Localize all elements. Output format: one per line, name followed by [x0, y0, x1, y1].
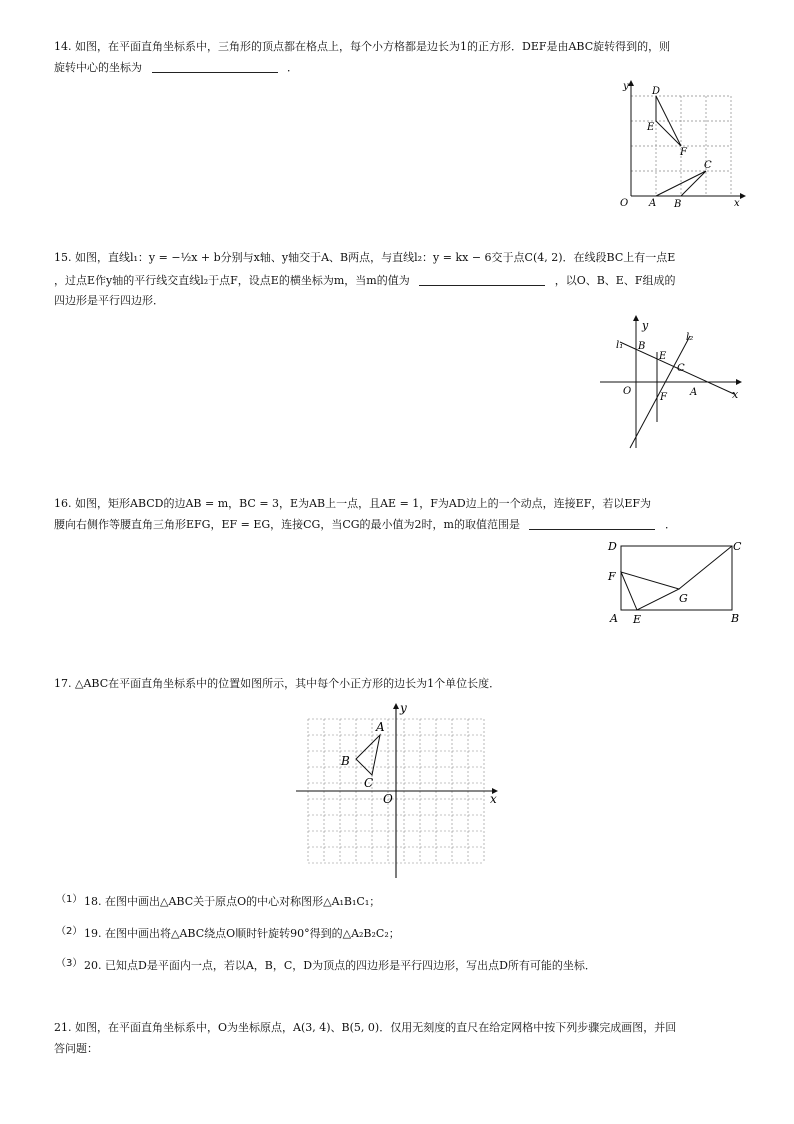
q14-prompt: 旋转中心的坐标为 [54, 61, 142, 74]
q14-number: 14. [54, 40, 72, 53]
q17-sub3 [84, 958, 596, 974]
q17-label-b: B [341, 754, 350, 768]
q16-answer-blank[interactable] [529, 517, 655, 530]
q17-sub1-tag: （1） [56, 894, 83, 905]
q15-text: 如图，直线l₁：y = −½x + b分别与x轴、y轴交于A、B两点，与直线l₂：y = kx − 6交于点C(4, 2)．在线段BC上有一点E [75, 251, 676, 264]
q15-label-l1: l₁ [616, 340, 624, 351]
q16-triangle-efg [621, 572, 679, 610]
q15-label-y: y [642, 319, 649, 332]
q16-number: 16. [54, 497, 72, 510]
q14-line1 [54, 39, 670, 55]
q14-figure [612, 76, 747, 211]
q17-sub2 [84, 926, 400, 942]
q14-text: 如图，在平面直角坐标系中，三角形的顶点都在格点上，每个小方格都是边长为1的正方形．DEF是由ABC旋转得到的，则 [75, 40, 671, 53]
q17-triangle-abc [356, 735, 380, 775]
q17-label-c: C [364, 776, 374, 790]
q15-line3 [54, 293, 164, 309]
q16-text: 如图，矩形ABCD的边AB = m，BC = 3，E为AB上一点，且AE = 1，F为AD边上的一个动点，连接EF，若以EF为 [75, 497, 652, 510]
q16-rectangle-abcd [621, 546, 732, 610]
q17-number: 17. [54, 677, 72, 690]
q17-text: △ABC在平面直角坐标系中的位置如图所示，其中每个小正方形的边长为1个单位长度． [75, 677, 501, 690]
q16-period: ． [664, 518, 676, 531]
q15-label-l2: l₂ [686, 332, 694, 343]
q16-label-f: F [608, 570, 616, 583]
q17-sub2-text: 在图中画出将△ABC绕点O顺时针旋转90°得到的△A₂B₂C₂； [105, 927, 400, 940]
q16-figure [602, 536, 748, 628]
q15-line2 [54, 273, 675, 289]
q16-prompt: 腰向右侧作等腰直角三角形EFG，EF = EG，连接CG，当CG的最小值为2时，m的取值范围是 [54, 518, 520, 531]
q17-label-x: x [490, 792, 497, 806]
q15-text-end: 四边形是平行四边形． [54, 294, 164, 307]
q14-period: ． [287, 61, 298, 74]
q17-sub2-tag: （2） [56, 926, 83, 937]
q14-label-y: y [623, 81, 629, 92]
q17-sub3-number: 20. [84, 959, 102, 972]
q15-number: 15. [54, 251, 72, 264]
q17-sub1-text: 在图中画出△ABC关于原点O的中心对称图形△A₁B₁C₁； [105, 895, 381, 908]
q15-label-o: O [623, 386, 632, 397]
q17-sub1-number: 18. [84, 895, 102, 908]
q14-line2 [54, 60, 298, 76]
q15-label-a: A [690, 387, 698, 398]
q16-segment-cg [679, 546, 732, 589]
q14-label-c: C [704, 160, 712, 171]
q14-label-e: E [647, 122, 655, 133]
q16-label-e: E [633, 613, 642, 626]
q17-figure [294, 700, 504, 880]
q14-label-b: B [674, 199, 682, 210]
q21-text-end: 答问题： [54, 1042, 98, 1055]
q21-text: 如图，在平面直角坐标系中，O为坐标原点，A(3, 4)、B(5, 0)．仅用无刻度的直尺在给定网格中按下列步骤完成画图，并回 [75, 1021, 677, 1034]
q17-sub2-number: 19. [84, 927, 102, 940]
q15-label-f: F [660, 392, 667, 403]
q16-line1 [54, 496, 651, 512]
q14-label-a: A [649, 198, 657, 209]
q17-sub3-text: 已知点D是平面内一点，若以A，B，C，D为顶点的四边形是平行四边形，写出点D所有可能的坐标． [105, 959, 596, 972]
q16-label-g: G [679, 592, 688, 605]
q16-label-b: B [731, 612, 740, 625]
q17-sub3-tag: （3） [56, 958, 83, 969]
q14-label-d: D [652, 86, 661, 97]
q14-label-x: x [734, 198, 740, 209]
q17-label-a: A [376, 720, 385, 734]
q17-label-o: O [383, 792, 393, 806]
q14-label-o: O [620, 198, 629, 209]
q15-figure [596, 312, 746, 454]
q16-label-c: C [733, 540, 742, 553]
q16-label-d: D [608, 540, 617, 553]
q17-line1 [54, 676, 500, 692]
q15-label-c: C [677, 363, 685, 374]
q16-line2 [54, 517, 676, 533]
q14-answer-blank[interactable] [152, 60, 278, 73]
q17-sub1 [84, 894, 380, 910]
q21-line2 [54, 1041, 98, 1057]
q21-number: 21. [54, 1021, 72, 1034]
q15-prompt-tail: ，以O、B、E、F组成的 [554, 274, 676, 287]
q15-prompt: ，过点E作y轴的平行线交直线l₂于点F，设点E的横坐标为m，当m的值为 [54, 274, 410, 287]
q14-label-f: F [680, 147, 687, 158]
q16-label-a: A [610, 612, 618, 625]
q15-line1 [54, 250, 675, 266]
q15-answer-blank[interactable] [419, 273, 545, 286]
q17-label-y: y [400, 701, 407, 715]
q15-label-x: x [732, 388, 739, 401]
q15-label-e: E [659, 351, 667, 362]
q15-label-b: B [638, 341, 646, 352]
q21-line1 [54, 1020, 676, 1036]
